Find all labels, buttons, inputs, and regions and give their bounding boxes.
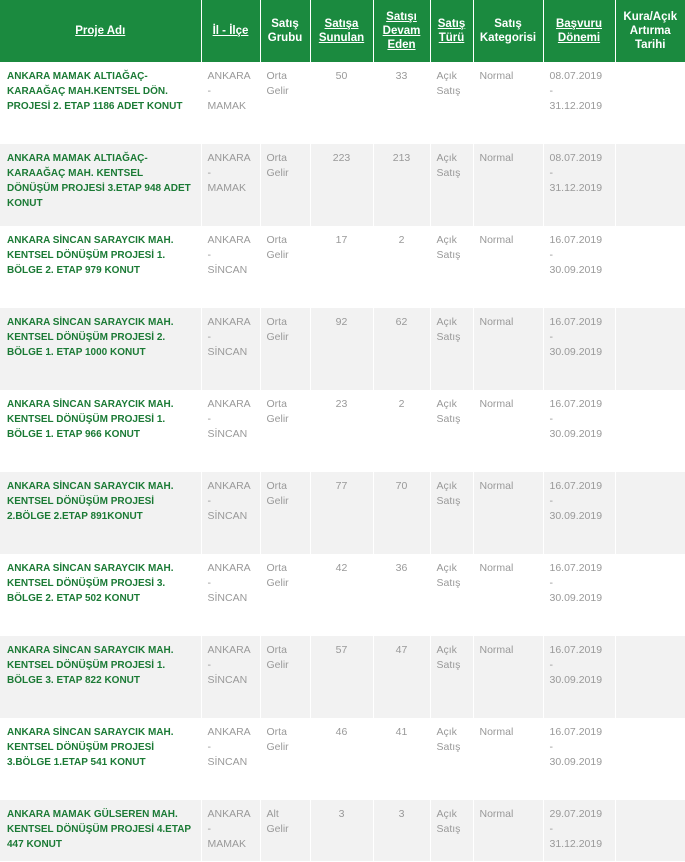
sales-category: Normal [479, 562, 514, 574]
region-separator: - [207, 823, 211, 835]
header-satisi-devam-eden[interactable] [373, 0, 430, 62]
sales-group-cell [260, 62, 310, 144]
period-start: 16.07.2019 [549, 480, 603, 492]
application-period-cell [543, 226, 615, 308]
project-name-cell [0, 472, 201, 554]
table-row [0, 144, 685, 226]
city-label: ANKARA [207, 152, 251, 164]
draw-date-cell [615, 636, 685, 718]
draw-date-cell [615, 390, 685, 472]
sales-category-cell [473, 718, 543, 800]
table-row [0, 800, 685, 861]
ongoing-count: 62 [395, 316, 408, 328]
district-label: SİNCAN [207, 264, 248, 276]
offered-count-cell [310, 226, 373, 308]
project-name[interactable]: ANKARA SİNCAN SARAYCIK MAH. KENTSEL DÖNÜŞÜM PROJESİ 1. BÖLGE 1. ETAP 966 KONUT [7, 399, 174, 440]
header-basvuru-donemi[interactable] [543, 0, 615, 62]
period-separator: - [549, 495, 553, 507]
sales-group-cell [260, 308, 310, 390]
ongoing-count: 3 [398, 808, 405, 820]
sales-type: Açık Satış [436, 480, 461, 507]
ongoing-count-cell [373, 472, 430, 554]
project-name[interactable]: ANKARA SİNCAN SARAYCIK MAH. KENTSEL DÖNÜŞÜM PROJESİ 1. BÖLGE 2. ETAP 979 KONUT [7, 235, 174, 276]
period-end: 30.09.2019 [549, 428, 603, 440]
ongoing-count: 70 [395, 480, 408, 492]
application-period-cell [543, 718, 615, 800]
offered-count-cell [310, 390, 373, 472]
table-header-row [0, 0, 685, 62]
sales-type: Açık Satış [436, 70, 461, 97]
sales-category: Normal [479, 70, 514, 82]
period-end: 30.09.2019 [549, 346, 603, 358]
period-start: 16.07.2019 [549, 644, 603, 656]
sales-type-cell [430, 800, 473, 861]
region-cell [201, 308, 260, 390]
sales-type: Açık Satış [436, 398, 461, 425]
district-label: MAMAK [207, 182, 247, 194]
ongoing-count-cell [373, 718, 430, 800]
offered-count: 42 [335, 562, 348, 574]
sales-type-cell [430, 718, 473, 800]
period-end: 31.12.2019 [549, 838, 603, 850]
sales-category: Normal [479, 480, 514, 492]
table-row [0, 472, 685, 554]
application-period-cell [543, 800, 615, 861]
header-satis-turu[interactable] [430, 0, 473, 62]
header-kura-tarihi [615, 0, 685, 62]
project-name[interactable]: ANKARA SİNCAN SARAYCIK MAH. KENTSEL DÖNÜŞÜM PROJESİ 3.BÖLGE 1.ETAP 541 KONUT [7, 727, 174, 768]
sales-category-cell [473, 144, 543, 226]
city-label: ANKARA [207, 644, 251, 656]
period-start: 16.07.2019 [549, 316, 603, 328]
sales-type-cell [430, 554, 473, 636]
offered-count: 50 [335, 70, 348, 82]
offered-count-cell [310, 800, 373, 861]
period-end: 30.09.2019 [549, 756, 603, 768]
project-name-cell [0, 554, 201, 636]
sales-group-cell [260, 554, 310, 636]
sales-group: Alt Gelir [266, 808, 289, 835]
sales-group-cell [260, 800, 310, 861]
ongoing-count-cell [373, 308, 430, 390]
sales-type: Açık Satış [436, 152, 461, 179]
region-separator: - [207, 741, 211, 753]
sales-category: Normal [479, 644, 514, 656]
ongoing-count: 47 [395, 644, 408, 656]
ongoing-count: 33 [395, 70, 408, 82]
sales-group: Orta Gelir [266, 234, 289, 261]
sales-category: Normal [479, 726, 514, 738]
project-name-cell [0, 62, 201, 144]
offered-count: 57 [335, 644, 348, 656]
offered-count-cell [310, 636, 373, 718]
period-separator: - [549, 577, 553, 589]
sales-category-cell [473, 308, 543, 390]
city-label: ANKARA [207, 480, 251, 492]
table-row [0, 718, 685, 800]
region-cell [201, 718, 260, 800]
offered-count: 223 [332, 152, 351, 164]
sales-category-cell [473, 390, 543, 472]
draw-date-cell [615, 718, 685, 800]
period-separator: - [549, 659, 553, 671]
application-period-cell [543, 62, 615, 144]
sales-group-cell [260, 636, 310, 718]
district-label: SİNCAN [207, 674, 248, 686]
period-end: 31.12.2019 [549, 100, 603, 112]
sales-type-cell [430, 226, 473, 308]
header-satis-kategorisi-label: Satış Kategorisi [479, 18, 537, 44]
project-name-cell [0, 308, 201, 390]
draw-date-cell [615, 144, 685, 226]
period-end: 31.12.2019 [549, 182, 603, 194]
city-label: ANKARA [207, 70, 251, 82]
sales-type-cell [430, 308, 473, 390]
sales-type: Açık Satış [436, 316, 461, 343]
table-row [0, 390, 685, 472]
region-separator: - [207, 331, 211, 343]
draw-date-cell [615, 554, 685, 636]
ongoing-count-cell [373, 554, 430, 636]
sales-group: Orta Gelir [266, 398, 289, 425]
draw-date-cell [615, 308, 685, 390]
ongoing-count-cell [373, 144, 430, 226]
header-kura-tarihi-label: Kura/Açık Artırma Tarihi [623, 11, 678, 51]
table-row [0, 554, 685, 636]
sales-type: Açık Satış [436, 808, 461, 835]
header-satis-grubu [260, 0, 310, 62]
sales-category-cell [473, 472, 543, 554]
region-cell [201, 800, 260, 861]
project-name-cell [0, 718, 201, 800]
ongoing-count: 2 [398, 398, 405, 410]
district-label: SİNCAN [207, 510, 248, 522]
sales-type-cell [430, 390, 473, 472]
period-separator: - [549, 85, 553, 97]
sales-category-cell [473, 800, 543, 861]
offered-count: 23 [335, 398, 348, 410]
city-label: ANKARA [207, 726, 251, 738]
sales-category-cell [473, 636, 543, 718]
city-label: ANKARA [207, 234, 251, 246]
ongoing-count: 36 [395, 562, 408, 574]
project-name[interactable]: ANKARA MAMAK GÜLSEREN MAH. KENTSEL DÖNÜŞÜM PROJESİ 4.ETAP 447 KONUT [7, 809, 191, 850]
header-satis-grubu-label: Satış Grubu [267, 18, 303, 44]
sales-group-cell [260, 144, 310, 226]
application-period-cell [543, 554, 615, 636]
district-label: SİNCAN [207, 592, 248, 604]
table-row [0, 226, 685, 308]
draw-date-cell [615, 226, 685, 308]
city-label: ANKARA [207, 808, 251, 820]
period-start: 16.07.2019 [549, 234, 603, 246]
application-period-cell [543, 636, 615, 718]
sales-type: Açık Satış [436, 562, 461, 589]
period-end: 30.09.2019 [549, 674, 603, 686]
district-label: MAMAK [207, 838, 247, 850]
ongoing-count-cell [373, 226, 430, 308]
period-separator: - [549, 823, 553, 835]
header-proje-adi[interactable] [0, 0, 201, 62]
sales-category: Normal [479, 398, 514, 410]
project-name-cell [0, 390, 201, 472]
district-label: SİNCAN [207, 428, 248, 440]
sales-group: Orta Gelir [266, 316, 289, 343]
draw-date-cell [615, 62, 685, 144]
region-separator: - [207, 249, 211, 261]
draw-date-cell [615, 800, 685, 861]
period-start: 08.07.2019 [549, 152, 603, 164]
sales-group: Orta Gelir [266, 644, 289, 671]
period-separator: - [549, 331, 553, 343]
offered-count: 46 [335, 726, 348, 738]
sales-type-cell [430, 636, 473, 718]
period-start: 08.07.2019 [549, 70, 603, 82]
region-separator: - [207, 413, 211, 425]
sales-category-cell [473, 554, 543, 636]
application-period-cell [543, 472, 615, 554]
project-name[interactable]: ANKARA SİNCAN SARAYCIK MAH. KENTSEL DÖNÜŞÜM PROJESİ 1. BÖLGE 3. ETAP 822 KONUT [7, 645, 174, 686]
ongoing-count: 41 [395, 726, 408, 738]
period-start: 16.07.2019 [549, 726, 603, 738]
sales-group: Orta Gelir [266, 726, 289, 753]
region-separator: - [207, 577, 211, 589]
region-cell [201, 472, 260, 554]
sales-category-cell [473, 226, 543, 308]
offered-count: 3 [338, 808, 345, 820]
region-cell [201, 636, 260, 718]
ongoing-count-cell [373, 636, 430, 718]
project-name[interactable]: ANKARA MAMAK ALTIAĞAÇ-KARAAĞAÇ MAH. KENTSEL DÖNÜŞÜM PROJESİ 3.ETAP 948 ADET KONUT [7, 153, 191, 209]
sales-type: Açık Satış [436, 234, 461, 261]
region-separator: - [207, 495, 211, 507]
header-basvuru-donemi-label[interactable]: Başvuru Dönemi [555, 18, 603, 44]
region-cell [201, 390, 260, 472]
sales-category: Normal [479, 316, 514, 328]
project-name-cell [0, 226, 201, 308]
sales-category: Normal [479, 152, 514, 164]
header-il-ilce-label[interactable]: İl - İlçe [212, 25, 249, 37]
period-separator: - [549, 167, 553, 179]
ongoing-count: 2 [398, 234, 405, 246]
offered-count-cell [310, 308, 373, 390]
header-satisi-devam-eden-label[interactable]: Satışı Devam Eden [382, 11, 421, 51]
sales-group: Orta Gelir [266, 152, 289, 179]
sales-group: Orta Gelir [266, 70, 289, 97]
period-separator: - [549, 413, 553, 425]
offered-count: 92 [335, 316, 348, 328]
draw-date-cell [615, 472, 685, 554]
period-end: 30.09.2019 [549, 592, 603, 604]
ongoing-count-cell [373, 62, 430, 144]
district-label: SİNCAN [207, 756, 248, 768]
offered-count: 77 [335, 480, 348, 492]
header-satisa-sunulan-label[interactable]: Satışa Sunulan [318, 18, 365, 44]
sales-group-cell [260, 472, 310, 554]
city-label: ANKARA [207, 316, 251, 328]
region-cell [201, 62, 260, 144]
project-name-cell [0, 636, 201, 718]
region-cell [201, 554, 260, 636]
project-name[interactable]: ANKARA SİNCAN SARAYCIK MAH. KENTSEL DÖNÜŞÜM PROJESİ 3. BÖLGE 2. ETAP 502 KONUT [7, 563, 174, 604]
table-row [0, 308, 685, 390]
city-label: ANKARA [207, 562, 251, 574]
city-label: ANKARA [207, 398, 251, 410]
offered-count-cell [310, 718, 373, 800]
sales-category: Normal [479, 808, 514, 820]
header-satisa-sunulan[interactable] [310, 0, 373, 62]
district-label: SİNCAN [207, 346, 248, 358]
offered-count-cell [310, 144, 373, 226]
sales-group-cell [260, 718, 310, 800]
offered-count-cell [310, 554, 373, 636]
period-start: 16.07.2019 [549, 562, 603, 574]
project-name[interactable]: ANKARA MAMAK ALTIAĞAÇ-KARAAĞAÇ MAH.KENTSEL DÖN. PROJESİ 2. ETAP 1186 ADET KONUT [7, 71, 183, 112]
sales-type: Açık Satış [436, 726, 461, 753]
sales-type-cell [430, 62, 473, 144]
region-cell [201, 226, 260, 308]
ongoing-count: 213 [392, 152, 411, 164]
region-separator: - [207, 85, 211, 97]
table-row [0, 636, 685, 718]
sales-group-cell [260, 226, 310, 308]
period-separator: - [549, 741, 553, 753]
application-period-cell [543, 390, 615, 472]
application-period-cell [543, 308, 615, 390]
sales-type-cell [430, 144, 473, 226]
project-name[interactable]: ANKARA SİNCAN SARAYCIK MAH. KENTSEL DÖNÜŞÜM PROJESİ 2.BÖLGE 2.ETAP 891KONUT [7, 481, 174, 522]
offered-count: 17 [335, 234, 348, 246]
period-end: 30.09.2019 [549, 510, 603, 522]
sales-group: Orta Gelir [266, 480, 289, 507]
offered-count-cell [310, 472, 373, 554]
period-start: 29.07.2019 [549, 808, 603, 820]
region-separator: - [207, 659, 211, 671]
sales-category: Normal [479, 234, 514, 246]
application-period-cell [543, 144, 615, 226]
project-name-cell [0, 800, 201, 861]
region-separator: - [207, 167, 211, 179]
period-start: 16.07.2019 [549, 398, 603, 410]
header-satis-kategorisi [473, 0, 543, 62]
period-separator: - [549, 249, 553, 261]
project-name[interactable]: ANKARA SİNCAN SARAYCIK MAH. KENTSEL DÖNÜŞÜM PROJESİ 2. BÖLGE 1. ETAP 1000 KONUT [7, 317, 174, 358]
ongoing-count-cell [373, 800, 430, 861]
header-proje-adi-label[interactable]: Proje Adı [75, 25, 126, 37]
sales-type: Açık Satış [436, 644, 461, 671]
sales-category-cell [473, 62, 543, 144]
table-row [0, 62, 685, 144]
header-satis-turu-label[interactable]: Satış Türü [437, 18, 466, 44]
sales-group: Orta Gelir [266, 562, 289, 589]
period-end: 30.09.2019 [549, 264, 603, 276]
project-name-cell [0, 144, 201, 226]
header-il-ilce[interactable] [201, 0, 260, 62]
sales-type-cell [430, 472, 473, 554]
region-cell [201, 144, 260, 226]
offered-count-cell [310, 62, 373, 144]
ongoing-count-cell [373, 390, 430, 472]
sales-group-cell [260, 390, 310, 472]
district-label: MAMAK [207, 100, 247, 112]
